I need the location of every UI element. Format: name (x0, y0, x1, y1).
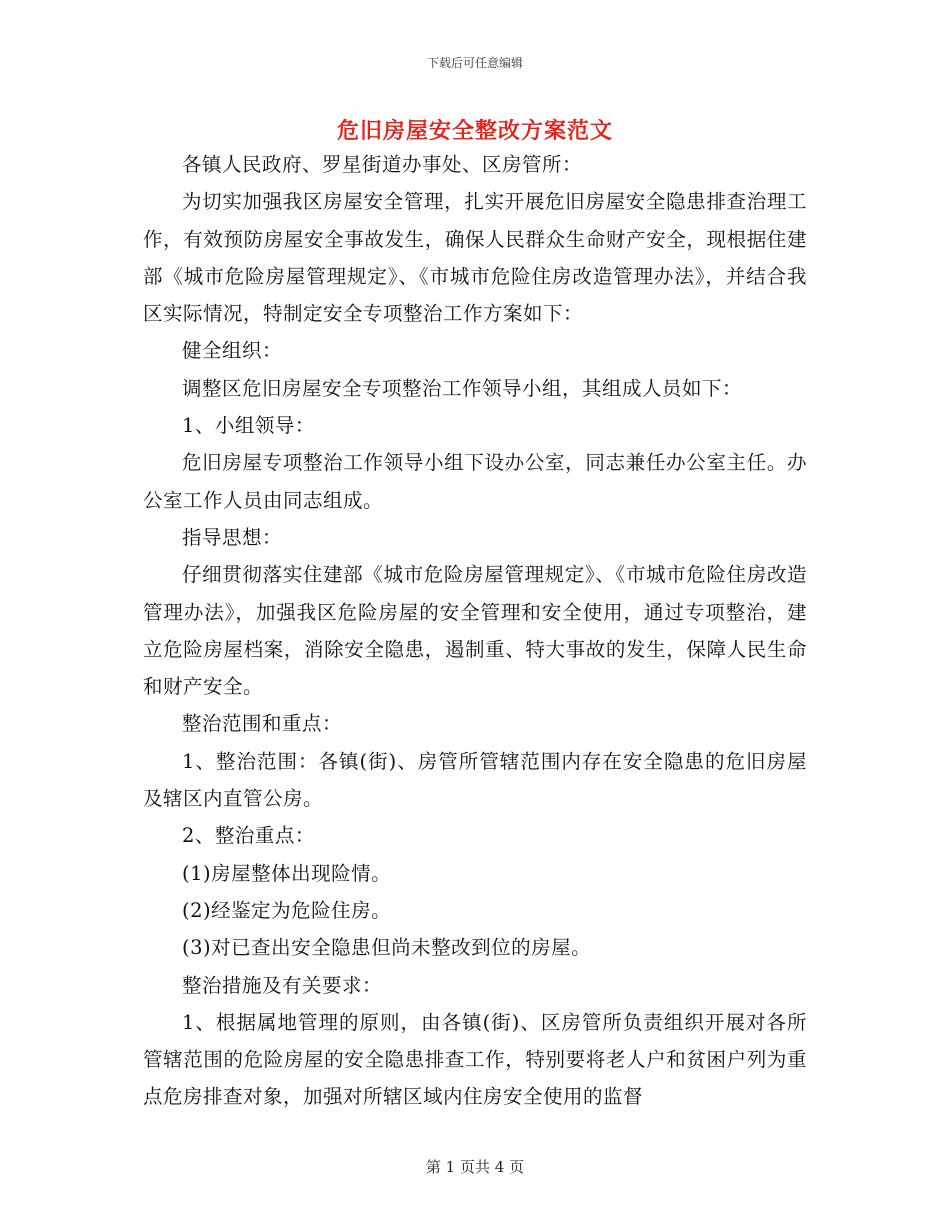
paragraph-addressee: 各镇人民政府、罗星街道办事处、区房管所： (182, 153, 583, 176)
list-item-focus: 2、整治重点： (182, 824, 315, 848)
list-item-measures-1: 1、根据属地管理的原则，由各镇(街)、区房管所负责组织开展对各所管辖范围的危险房屋的安全隐患排查工作，特别要将老人户和贫困户列为重点危房排查对象，加强对所辖区域内住房安全使用的监督 (143, 1010, 807, 1109)
paragraph-organization: 调整区危旧房屋安全专项整治工作领导小组，其组成人员如下： (182, 376, 743, 400)
paragraph-guidance: 仔细贯彻落实住建部《城市危险房屋管理规定》、《市城市危险住房改造管理办法》，加强我区危险房屋的安全管理和安全使用，通过专项整治，建立危险房屋档案，消除安全隐患，遏制重、特大事故的发生，保障人民生命和财产安全。 (143, 563, 807, 699)
list-item-focus-1: (1)房屋整体出现险情。 (182, 861, 392, 885)
section-heading-organization: 健全组织： (182, 339, 283, 363)
section-heading-guidance: 指导思想： (182, 525, 283, 549)
page-header: 下载后可任意编辑 (426, 56, 523, 70)
section-heading-scope: 整治范围和重点： (182, 712, 343, 736)
document-body (143, 146, 807, 1116)
paragraph-office: 危旧房屋专项整治工作领导小组下设办公室，同志兼任办公室主任。办公室工作人员由同志组成。 (143, 451, 807, 512)
list-item-focus-2: (2)经鉴定为危险住房。 (182, 898, 392, 922)
document-title: 危旧房屋安全整改方案范文 (336, 118, 613, 144)
page-number: 第 1 页共 4 页 (425, 1158, 525, 1176)
list-item-leadership: 1、小组领导： (182, 414, 315, 438)
paragraph-intro: 为切实加强我区房屋安全管理，扎实开展危旧房屋安全隐患排查治理工作，有效预防房屋安全事故发生，确保人民群众生命财产安全，现根据住建部《城市危险房屋管理规定》、《市城市危险住房改造管理办法》，并结合我区实际情况，特制定安全专项整治工作方案如下： (143, 190, 807, 326)
list-item-focus-3: (3)对已查出安全隐患但尚未整改到位的房屋。 (182, 936, 592, 960)
section-heading-measures: 整治措施及有关要求： (182, 973, 383, 997)
list-item-scope: 1、整治范围：各镇(街)、房管所管辖范围内存在安全隐患的危旧房屋及辖区内直管公房。 (143, 749, 807, 811)
